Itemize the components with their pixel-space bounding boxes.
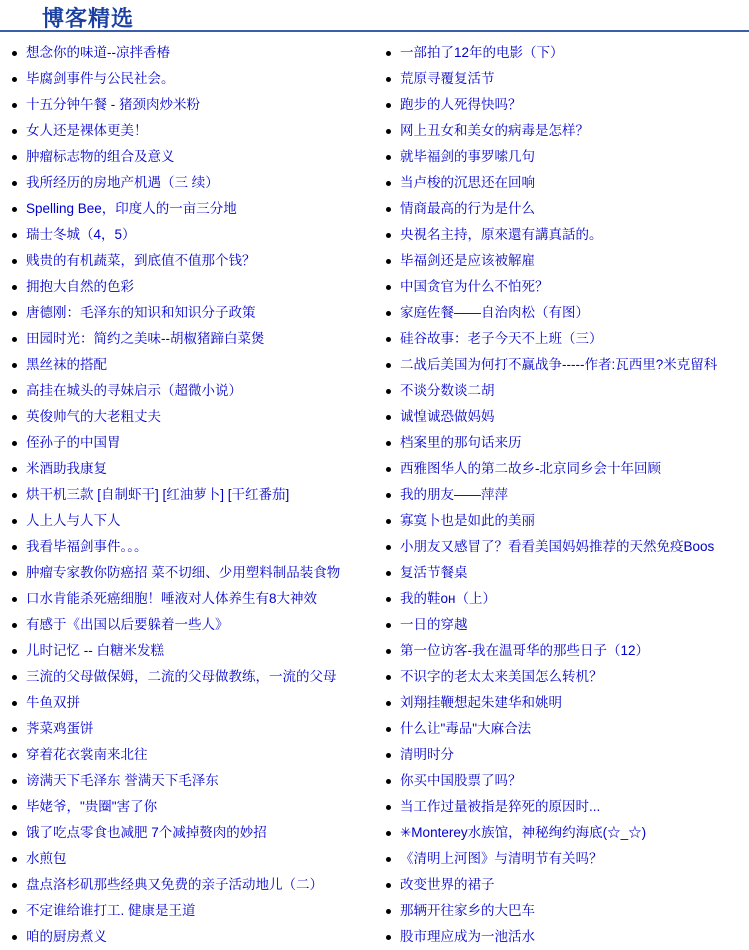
blog-link[interactable]: 盘点洛杉矶那些经典又免费的亲子活动地儿（二） [26,877,323,892]
blog-link[interactable]: 诚惶诚恐做妈妈 [400,409,495,424]
list-item[interactable] [374,690,748,716]
list-item[interactable] [374,456,748,482]
blog-list-left [0,40,374,950]
blog-link[interactable]: 女人还是裸体更美！ [26,123,148,138]
blog-link[interactable]: 不识字的老太太来美国怎么转机？ [400,669,603,684]
list-item[interactable] [0,300,374,326]
list-item[interactable] [374,170,748,196]
blog-link[interactable]: 硅谷故事：老子今天不上班（三） [400,331,603,346]
blog-link[interactable]: 烘干机三款 [自制虾干] [红油萝卜] [干红番茄] [26,487,290,502]
blog-link[interactable]: 口水肯能杀死癌细胞！唾液对人体养生有8大神效 [26,591,318,606]
list-item[interactable] [0,846,374,872]
blog-link[interactable]: 拥抱大自然的色彩 [26,279,134,294]
blog-link[interactable]: 西雅图华人的第二故乡-北京同乡会十年回顾 [400,461,661,476]
blog-link[interactable]: 改变世界的裙子 [400,877,495,892]
list-item[interactable] [0,560,374,586]
list-item[interactable] [0,40,374,66]
blog-link[interactable]: 十五分钟午餐 - 猪颈肉炒米粉 [26,97,200,112]
blog-link[interactable]: 水煎包 [26,851,67,866]
blog-link[interactable]: 那辆开往家乡的大巴车 [400,903,535,918]
blog-link[interactable]: 第一位访客-我在温哥华的那些日子（12） [400,643,650,658]
list-item[interactable] [374,846,748,872]
list-item[interactable] [374,534,748,560]
blog-link[interactable]: 荒原寻覆复活节 [400,71,495,86]
list-item[interactable] [0,638,374,664]
blog-link[interactable]: 复活节餐桌 [400,565,468,580]
blog-link[interactable]: 谤满天下毛泽东 誉满天下毛泽东 [26,773,219,788]
blog-link[interactable]: 家庭佐餐——自治肉松（有图） [400,305,589,320]
list-item[interactable] [374,274,748,300]
blog-link[interactable]: 毕腐剑事件与公民社会。 [26,71,175,86]
list-item[interactable] [374,222,748,248]
blog-link[interactable]: 我所经历的房地产机遇（三 续） [26,175,219,190]
list-item[interactable] [374,612,748,638]
list-item[interactable] [0,586,374,612]
blog-link[interactable]: 牛鱼双拼 [26,695,80,710]
list-item[interactable] [0,664,374,690]
blog-link[interactable]: 你买中国股票了吗？ [400,773,522,788]
blog-link[interactable]: 《清明上河图》与清明节有关吗？ [400,851,603,866]
blog-link[interactable]: 央視名主持，原來還有講真話的。 [400,227,603,242]
blog-link[interactable]: 我的鞋он（上） [400,591,496,606]
list-item[interactable] [374,118,748,144]
list-item[interactable] [374,66,748,92]
list-item[interactable] [0,898,374,924]
list-item[interactable] [0,66,374,92]
list-item[interactable] [374,664,748,690]
list-item[interactable] [0,430,374,456]
list-item[interactable] [374,92,748,118]
blog-link[interactable]: 就毕福剑的事罗嗦几句 [400,149,535,164]
list-item[interactable] [0,196,374,222]
blog-link[interactable]: 一日的穿越 [400,617,468,632]
list-item[interactable] [374,872,748,898]
list-item[interactable] [0,612,374,638]
list-item[interactable] [0,222,374,248]
page-title: 博客精选 [42,6,135,31]
blog-link[interactable]: 当卢梭的沉思还在回响 [400,175,535,190]
blog-link[interactable]: 米酒助我康复 [26,461,107,476]
page-header [0,0,749,32]
blog-link[interactable]: 田园时光：简约之美味--胡椒猪蹄白菜煲 [26,331,265,346]
list-item[interactable] [374,352,748,378]
list-item[interactable] [0,92,374,118]
list-item[interactable] [0,456,374,482]
blog-link[interactable]: 人上人与人下人 [26,513,121,528]
list-item[interactable] [0,170,374,196]
blog-link[interactable]: 有感于《出国以后要躲着一些人》 [26,617,229,632]
list-item[interactable] [0,378,374,404]
list-item[interactable] [374,326,748,352]
blog-link[interactable]: 什么让"毒品"大麻合法 [400,721,532,736]
blog-link[interactable]: 网上丑女和美女的病毒是怎样？ [400,123,589,138]
list-item[interactable] [374,716,748,742]
blog-link[interactable]: 唐德刚：毛泽东的知识和知识分子政策 [26,305,256,320]
blog-link[interactable]: 我看毕福剑事件。。。 [26,539,148,554]
list-item[interactable] [374,742,748,768]
content-columns [0,32,749,950]
blog-link[interactable]: 股市理应成为一池活水 [400,929,535,944]
blog-link[interactable]: 当工作过量被指是猝死的原因时... [400,799,601,814]
blog-list-right [374,40,748,950]
list-item[interactable] [374,586,748,612]
list-item[interactable] [374,560,748,586]
blog-link[interactable]: ✳Monterey水族馆，神秘绚约海底(☆_☆) [400,825,647,840]
blog-link[interactable]: 刘翔挂鞭想起朱建华和姚明 [400,695,562,710]
list-item[interactable] [374,378,748,404]
list-item[interactable] [374,404,748,430]
blog-link[interactable]: 毕福剑还是应该被解雇 [400,253,535,268]
blog-link[interactable]: 小朋友又感冒了？看看美国妈妈推荐的天然免疫Boos [400,539,715,554]
blog-link[interactable]: Spelling Bee，印度人的一亩三分地 [26,201,237,216]
column-right [374,40,748,950]
blog-link[interactable]: 二战后美国为何打不赢战争-----作者:瓦西里?米克留科 [400,357,718,372]
list-item[interactable] [0,924,374,950]
blog-link[interactable]: 肿瘤标志物的组合及意义 [26,149,175,164]
list-item[interactable] [0,248,374,274]
blog-link[interactable]: 毕姥爷，"贵圈"害了你 [26,799,158,814]
list-item[interactable] [0,482,374,508]
list-item[interactable] [374,430,748,456]
blog-link[interactable]: 档案里的那句话来历 [400,435,522,450]
list-item[interactable] [0,820,374,846]
list-item[interactable] [374,144,748,170]
list-item[interactable] [0,274,374,300]
list-item[interactable] [0,404,374,430]
blog-link[interactable]: 瑞士冬城（4，5） [26,227,136,242]
list-item[interactable] [0,326,374,352]
blog-link[interactable]: 高挂在城头的寻妹启示（超微小说） [26,383,242,398]
blog-link[interactable]: 清明时分 [400,747,454,762]
list-item[interactable] [0,144,374,170]
list-item[interactable] [0,508,374,534]
blog-link[interactable]: 黑丝袜的搭配 [26,357,107,372]
list-item[interactable] [374,40,748,66]
blog-link[interactable]: 英俊帅气的大老粗丈夫 [26,409,161,424]
blog-link[interactable]: 一部拍了12年的电影（下） [400,45,564,60]
list-item[interactable] [374,768,748,794]
column-left [0,40,374,950]
list-item[interactable] [0,742,374,768]
blog-link[interactable]: 寡寞卜也是如此的美丽 [400,513,535,528]
list-item[interactable] [374,898,748,924]
list-item[interactable] [0,352,374,378]
blog-link[interactable]: 情商最高的行为是什么 [400,201,535,216]
list-item[interactable] [0,872,374,898]
blog-link[interactable]: 荠菜鸡蛋饼 [26,721,94,736]
blog-link[interactable]: 我的朋友——萍萍 [400,487,508,502]
list-item[interactable] [0,794,374,820]
blog-link[interactable]: 咱的厨房煮义 [26,929,107,944]
list-item[interactable] [0,768,374,794]
blog-link[interactable]: 跑步的人死得快吗？ [400,97,522,112]
list-item[interactable] [374,794,748,820]
blog-link[interactable]: 不谈分数谈二胡 [400,383,495,398]
list-item[interactable] [374,820,748,846]
blog-link[interactable]: 穿着花衣裳南来北往 [26,747,148,762]
list-item[interactable] [374,638,748,664]
list-item[interactable] [374,482,748,508]
blog-link[interactable]: 不定谁给谁打工. 健康是王道 [26,903,196,918]
list-item[interactable] [0,690,374,716]
list-item[interactable] [374,924,748,950]
list-item[interactable] [374,508,748,534]
blog-link[interactable]: 贱贵的有机蔬菜，到底值不值那个钱？ [26,253,256,268]
list-item[interactable] [374,248,748,274]
list-item[interactable] [374,196,748,222]
blog-link[interactable]: 肿瘤专家教你防癌招 菜不切细、少用塑料制品装食物 [26,565,341,580]
list-item[interactable] [0,716,374,742]
list-item[interactable] [374,300,748,326]
blog-link[interactable]: 想念你的味道--凉拌香椿 [26,45,170,60]
list-item[interactable] [0,534,374,560]
blog-link[interactable]: 三流的父母做保姆，二流的父母做教练，一流的父母 [26,669,337,684]
blog-link[interactable]: 侄孙子的中国胃 [26,435,121,450]
list-item[interactable] [0,118,374,144]
blog-link[interactable]: 饿了吃点零食也减肥 7个减掉赘肉的妙招 [26,825,267,840]
blog-link[interactable]: 儿时记忆 -- 白糖米发糕 [26,643,164,658]
blog-link[interactable]: 中国贪官为什么不怕死？ [400,279,549,294]
